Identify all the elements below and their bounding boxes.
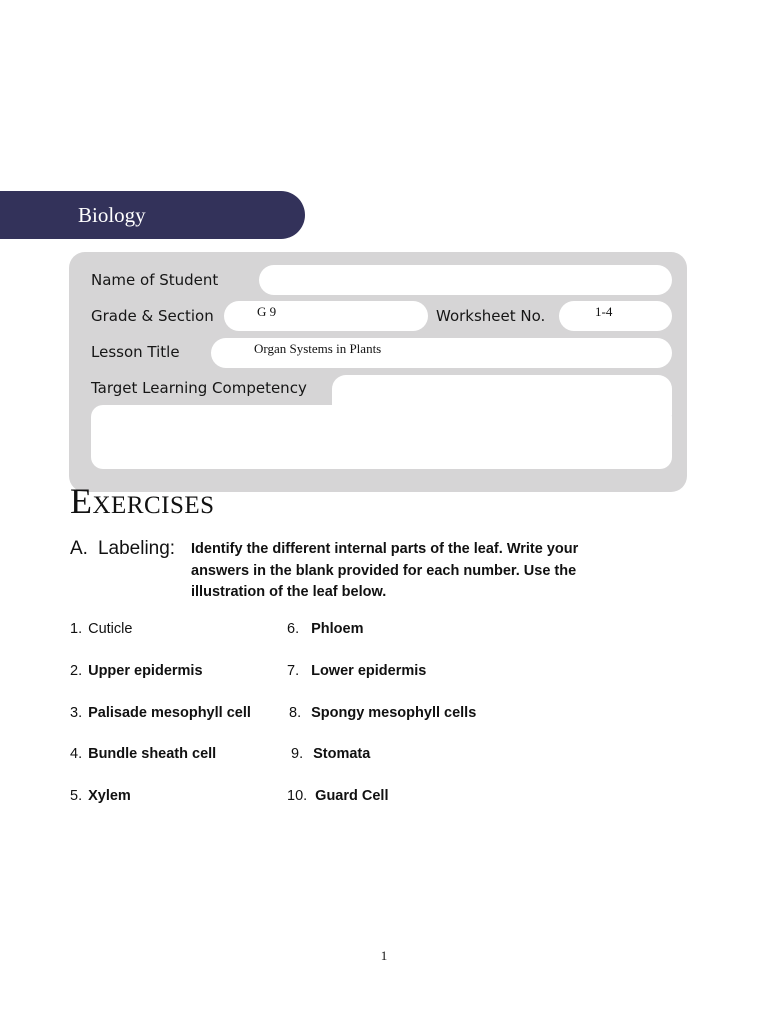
worksheet-no-field[interactable]	[559, 301, 672, 331]
worksheet-no-label: Worksheet No.	[436, 307, 546, 325]
target-competency-label: Target Learning Competency	[91, 379, 307, 397]
answer-number: 3.	[70, 705, 83, 721]
answer-text: Cuticle	[88, 621, 133, 637]
answer-text: Stomata	[313, 746, 371, 762]
answer-text: Xylem	[88, 788, 131, 804]
answer-text: Guard Cell	[315, 788, 389, 804]
answer-text: Upper epidermis	[88, 663, 203, 679]
grade-section-value: G 9	[257, 304, 277, 319]
answer-number: 9.	[291, 746, 304, 762]
subject-label: Biology	[78, 203, 146, 227]
answer-number: 6.	[287, 621, 300, 637]
answer-text: Lower epidermis	[311, 663, 427, 679]
answer-number: 2.	[70, 663, 83, 679]
answer-item-6	[287, 621, 363, 637]
lesson-title-value: Organ Systems in Plants	[254, 341, 382, 356]
answer-number: 5.	[70, 788, 83, 804]
answer-item-9	[291, 746, 370, 762]
answer-text: Palisade mesophyll cell	[88, 705, 251, 721]
answer-item-8	[289, 705, 476, 721]
subject-banner	[0, 191, 305, 239]
answer-number: 8.	[289, 705, 302, 721]
answer-item-7	[287, 663, 426, 679]
grade-section-field[interactable]	[224, 301, 428, 331]
answer-item-4	[70, 746, 216, 762]
answer-text: Bundle sheath cell	[88, 746, 217, 762]
exercises-heading: Exercises	[70, 481, 215, 521]
labeling-instructions: Identify the different internal parts of the leaf. Write your answers in the blank provided for each number. Use the illustration of the leaf below.	[191, 541, 579, 600]
name-of-student-label: Name of Student	[91, 271, 219, 289]
answer-text: Phloem	[311, 621, 364, 637]
section-a-heading	[70, 538, 175, 560]
answer-item-2	[70, 663, 203, 679]
answer-item-5	[70, 788, 131, 804]
lesson-title-field[interactable]	[211, 338, 672, 368]
answer-item-3	[70, 705, 251, 721]
answer-number: 7.	[287, 663, 300, 679]
answer-number: 1.	[70, 621, 83, 637]
page-number: 1	[380, 948, 388, 963]
student-info-card	[69, 252, 687, 492]
section-title: Labeling:	[97, 538, 176, 559]
target-competency-field[interactable]	[91, 405, 672, 469]
lesson-title-label: Lesson Title	[91, 343, 180, 361]
answer-text: Spongy mesophyll cells	[311, 705, 477, 721]
answer-number: 10.	[287, 788, 308, 804]
name-of-student-field[interactable]	[259, 265, 672, 295]
grade-section-label: Grade & Section	[91, 307, 214, 325]
answer-number: 4.	[70, 746, 83, 762]
answer-item-10	[287, 788, 389, 804]
answer-item-1	[70, 621, 132, 637]
worksheet-no-value: 1-4	[595, 304, 613, 319]
section-letter: A.	[70, 538, 88, 559]
